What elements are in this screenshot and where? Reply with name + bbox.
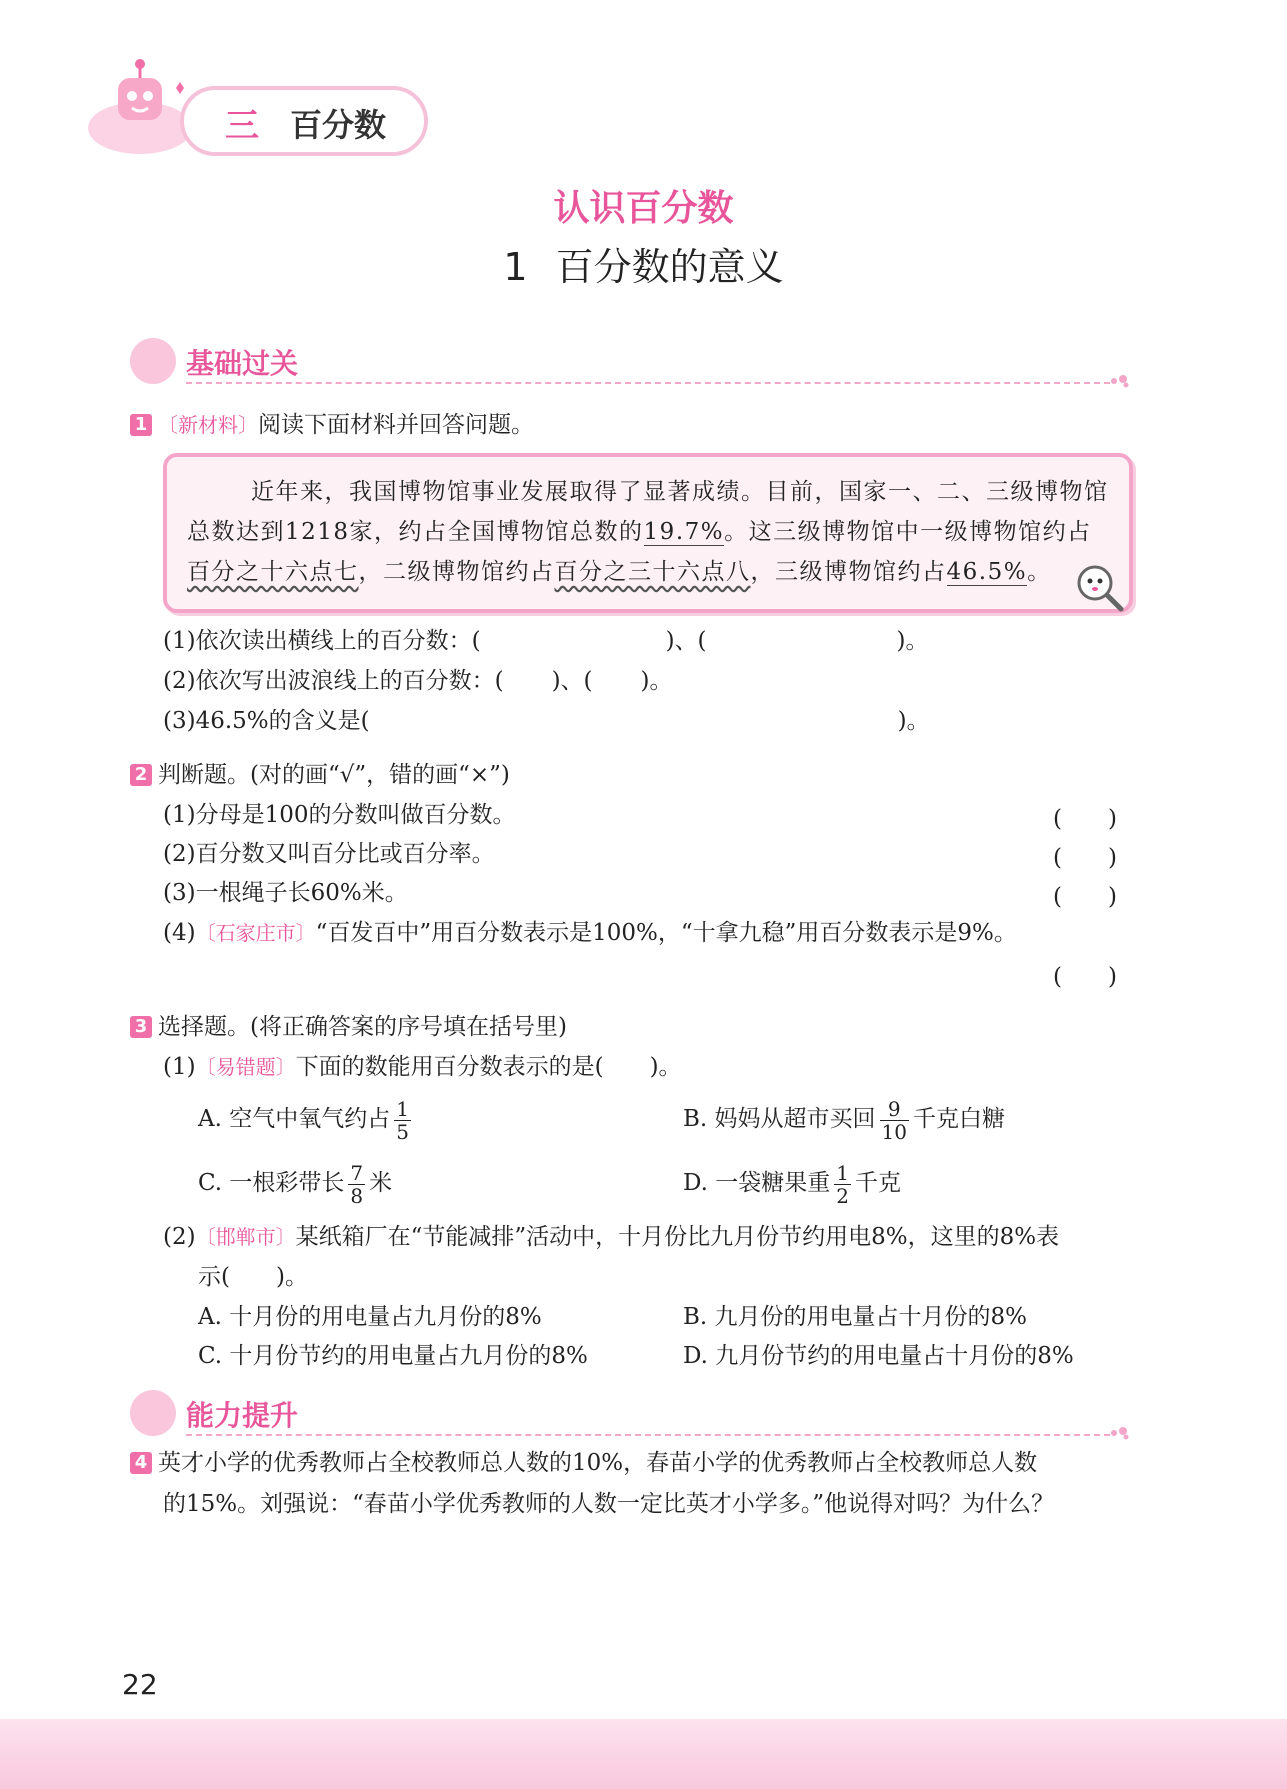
lesson-number: 1: [503, 245, 528, 289]
chapter-banner: [80, 58, 440, 158]
underlined-percent: 46.5%: [946, 559, 1028, 585]
q2-item-3: (3)一根绳子长60%米。: [163, 880, 408, 906]
material-text: 。: [1027, 559, 1052, 585]
question-4-line-2: 的15%。刘强说：“春苗小学优秀教师的人数一定比英才小学多。”他说得对吗？为什么？: [163, 1491, 1055, 1517]
fraction-denominator: 5: [396, 1119, 409, 1144]
option-text: A. 空气中氧气约占: [198, 1106, 391, 1132]
question-text: 选择题。(将正确答案的序号填在括号里): [158, 1014, 567, 1040]
q3-sub-2-cont: 示( )。: [198, 1264, 308, 1290]
chapter-number: 三: [225, 106, 259, 146]
section-heading-advanced: [130, 1390, 1130, 1440]
fraction-denominator: 10: [881, 1119, 907, 1144]
sub-prefix: (4): [163, 920, 196, 946]
answer-blank[interactable]: ( ): [1053, 964, 1117, 990]
sub-text: )。: [640, 668, 673, 694]
option-d[interactable]: D. 九月份节约的用电量占十月份的8%: [683, 1343, 1074, 1369]
question-4-line-1: [130, 1448, 1037, 1478]
material-text: ，三级博物馆约占: [750, 559, 947, 585]
wavy-percent: 百分之十六点七: [187, 559, 359, 585]
girl-avatar-icon: [130, 1390, 176, 1436]
option-b[interactable]: B. 九月份的用电量占十月份的8%: [683, 1304, 1028, 1330]
dots-icon: [1110, 374, 1130, 388]
girl-avatar-icon: [130, 338, 176, 384]
sub-text: “百发百中”用百分数表示是100%，“十拿九稳”用百分数表示是9%。: [315, 920, 1017, 946]
sub-prefix: (2): [163, 1224, 196, 1250]
option-c[interactable]: C. 十月份节约的用电量占九月份的8%: [198, 1343, 588, 1369]
sub-text: )。: [896, 628, 929, 654]
q3-sub-2: [163, 1222, 1059, 1252]
option-text: 米: [369, 1170, 393, 1196]
option-text: 千克白糖: [912, 1106, 1005, 1132]
magnifier-icon: [1073, 561, 1125, 613]
chapter-title: 百分数: [290, 106, 387, 144]
fraction-denominator: 8: [350, 1183, 364, 1208]
q2-item-2: (2)百分数又叫百分比或百分率。: [163, 841, 495, 867]
lesson-title: [0, 236, 1287, 291]
option-text: C. 一根彩带长: [198, 1170, 345, 1196]
question-number: 3: [130, 1016, 152, 1038]
sub-text: )、(: [551, 668, 593, 694]
question-2-stem: [130, 760, 510, 790]
material-text: ，二级博物馆约占: [358, 559, 555, 585]
question-text: 英才小学的优秀教师占全校教师总人数的10%，春苗小学的优秀教师占全校教师总人数: [158, 1450, 1038, 1476]
fraction-denominator: 2: [836, 1183, 849, 1208]
option-a[interactable]: [198, 1094, 415, 1144]
q2-item-4: [163, 918, 1017, 948]
sub-prefix: (1): [163, 1054, 196, 1080]
question-3-stem: [130, 1012, 567, 1042]
fraction: [348, 1162, 365, 1207]
question-number: 2: [130, 764, 152, 786]
section-heading-basic: [130, 338, 1130, 388]
option-c[interactable]: [198, 1158, 392, 1208]
fraction-numerator: 1: [396, 1096, 409, 1121]
question-number: 1: [130, 414, 152, 436]
question-tag: 〔邯郸市〕: [195, 1225, 296, 1249]
q2-item-1: (1)分母是100的分数叫做百分数。: [163, 802, 516, 828]
fraction-numerator: 9: [880, 1098, 909, 1121]
underlined-percent: 19.7%: [643, 519, 725, 545]
sub-text: )、(: [665, 628, 707, 654]
fraction: [394, 1098, 411, 1143]
material-line-3: [187, 557, 1052, 587]
section-title: 认识百分数: [553, 188, 734, 229]
answer-blank[interactable]: ( ): [1053, 806, 1117, 832]
section-label: 能力提升: [186, 1399, 299, 1432]
option-text: D. 一袋糖果重: [683, 1170, 831, 1196]
option-text: 千克: [854, 1170, 901, 1196]
option-text: B. 妈妈从超市买回: [683, 1106, 876, 1132]
footer-band: [0, 1719, 1287, 1789]
material-text: 。这三级博物馆中一级博物馆约占: [724, 519, 1092, 545]
sub-text: (2)依次写出波浪线上的百分数：(: [163, 668, 504, 694]
material-line-2: [187, 517, 1092, 547]
q1-sub-1: [163, 626, 929, 656]
q1-sub-2: [163, 666, 673, 696]
fraction-numerator: 1: [836, 1160, 849, 1185]
option-d[interactable]: [683, 1158, 901, 1208]
q1-sub-3: [163, 706, 930, 736]
reading-material-box: [163, 453, 1133, 613]
sub-text: 下面的数能用百分数表示的是( )。: [295, 1054, 682, 1080]
fraction: [880, 1098, 909, 1143]
sub-text: (1)依次读出横线上的百分数：(: [163, 628, 481, 654]
question-tag: 〔石家庄市〕: [195, 921, 316, 945]
option-a[interactable]: A. 十月份的用电量占九月份的8%: [198, 1304, 542, 1330]
dashed-divider: [186, 382, 1110, 384]
question-tag: 〔新材料〕: [158, 413, 258, 437]
section-label: 基础过关: [186, 347, 299, 380]
question-text: 判断题。(对的画“√”，错的画“×”): [158, 762, 510, 788]
lesson-name: 百分数的意义: [555, 245, 784, 289]
dots-icon: [1110, 1426, 1130, 1440]
dashed-divider: [186, 1434, 1110, 1436]
question-number: 4: [130, 1452, 152, 1474]
material-text: 总数达到1218家，约占全国博物馆总数的: [187, 519, 644, 545]
answer-blank[interactable]: ( ): [1053, 884, 1117, 910]
sub-text: )。: [897, 708, 930, 734]
fraction: [834, 1162, 851, 1207]
q3-sub-1: [163, 1052, 682, 1082]
question-1-stem: [130, 410, 534, 440]
fraction-numerator: 7: [350, 1160, 364, 1185]
option-b[interactable]: [683, 1094, 1005, 1144]
material-line-1: 近年来，我国博物馆事业发展取得了显著成绩。目前，国家一、二、三级博物馆: [251, 479, 1109, 505]
question-tag: 〔易错题〕: [195, 1055, 296, 1079]
sub-text: (3)46.5%的含义是(: [163, 708, 370, 734]
question-text: 阅读下面材料并回答问题。: [258, 412, 534, 438]
sub-text: 某纸箱厂在“节能减排”活动中，十月份比九月份节约用电8%，这里的8%表: [295, 1224, 1060, 1250]
wavy-percent: 百分之三十六点八: [554, 559, 751, 585]
answer-blank[interactable]: ( ): [1053, 845, 1117, 871]
page-number: 22: [122, 1668, 158, 1701]
